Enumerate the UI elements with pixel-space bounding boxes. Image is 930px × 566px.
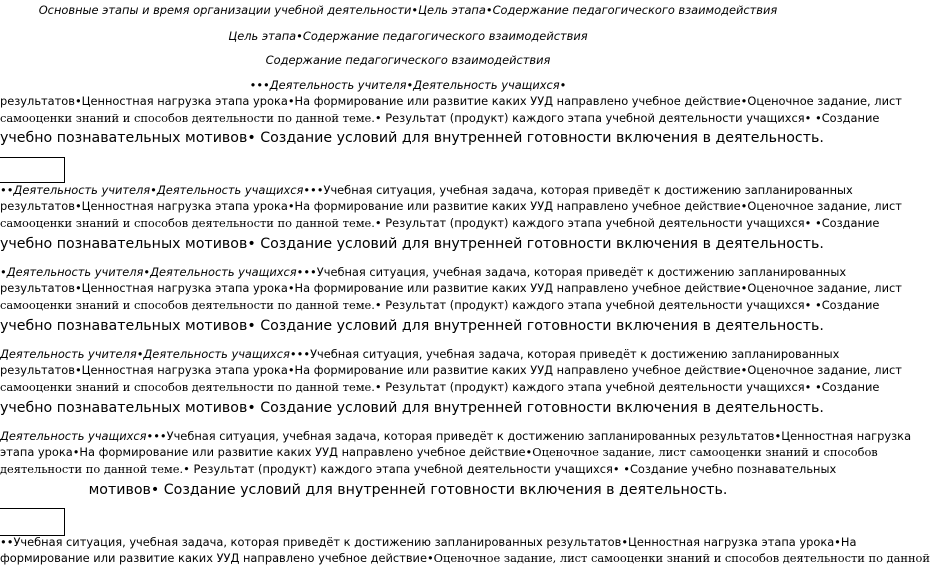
block-line [0,199,902,213]
block-head [0,183,853,197]
block-head-italic: Деятельность учителя•Деятельность учащихся••• [0,347,311,361]
block-text: результатов•Ценностная нагрузка этапа урока•На формирование или развитие каких УУД направлено учебное действие•Оценочное задание, лист [0,199,902,213]
block-line [0,94,902,108]
block-emphasis-line: мотивов• Создание условий для внутренней готовности включения в деятельность. [88,482,728,498]
block-line [0,111,880,125]
block-line [0,363,902,377]
block-text: Оценочное задание, лист самооценки знаний и способов деятельности по данной [433,551,930,565]
block-line [0,216,880,230]
block-head-italic: Деятельность учащихся••• [0,429,167,443]
block-head-text: Учебная ситуация, учебная задача, которая приведёт к достижению запланированных результатов•Ценностная нагрузка этапа урока•На [13,535,857,549]
block-emphasis-line: учебно познавательных мотивов• Создание условий для внутренней готовности включения в деятельность. [0,130,824,146]
block-head-italic: •• [0,535,14,549]
block-text: деятельности по данной теме.• [0,462,190,476]
block-text: Результат (продукт) каждого этапа учебной деятельности учащихся• •Создание учебно познавательных [189,462,837,476]
block-head-italic: ••Деятельность учителя•Деятельность учащихся••• [0,183,324,197]
block-line [0,298,880,312]
block-emphasis-line: учебно познавательных мотивов• Создание условий для внутренней готовности включения в деятельность. [0,318,824,334]
block-text: Результат (продукт) каждого этапа учебной деятельности учащихся• •Создание [381,111,880,125]
block-line [0,281,902,295]
title-line-2: Цель этапа•Содержание педагогического взаимодействия [228,29,588,43]
block-head [0,265,847,279]
block-text: результатов•Ценностная нагрузка этапа урока•На формирование или развитие каких УУД направлено учебное действие•Оценочное задание, лист [0,363,902,377]
block-line [0,551,930,565]
block-text: Результат (продукт) каждого этапа учебной деятельности учащихся• •Создание [381,380,880,394]
block-text: результатов•Ценностная нагрузка этапа урока•На формирование или развитие каких УУД направлено учебное действие•Оценочное задание, лист [0,94,902,108]
block-head-text: Учебная ситуация, учебная задача, которая приведёт к достижению запланированных [316,265,847,279]
empty-box [0,157,65,183]
title-line-4: •••Деятельность учителя•Деятельность учащихся• [249,78,567,92]
block-emphasis-line: учебно познавательных мотивов• Создание условий для внутренней готовности включения в деятельность. [0,400,824,416]
block-head-text: Учебная ситуация, учебная задача, которая приведёт к достижению запланированных [323,183,853,197]
block-head [0,347,840,361]
block-head-italic: •Деятельность учителя•Деятельность учащихся••• [0,265,317,279]
block-text: самооценки знаний и способов деятельности по данной теме.• [0,111,382,125]
title-line-1: Основные этапы и время организации учебной деятельности•Цель этапа•Содержание педагогического взаимодействия [38,3,778,17]
block-text: формирование или развитие каких УУД направлено учебное действие• [0,551,434,565]
block-text: Результат (продукт) каждого этапа учебной деятельности учащихся• •Создание [381,216,880,230]
block-text: самооценки знаний и способов деятельности по данной теме.• [0,298,382,312]
block-line [0,380,880,394]
block-text: Оценочное задание, лист самооценки знаний и способов [532,445,878,459]
block-head-text: Учебная ситуация, учебная задача, которая приведёт к достижению запланированных результатов•Ценностная нагрузка [166,429,912,443]
block-line [0,462,837,476]
block-head [0,429,912,443]
block-text: результатов•Ценностная нагрузка этапа урока•На формирование или развитие каких УУД направлено учебное действие•Оценочное задание, лист [0,281,902,295]
block-head-text: Учебная ситуация, учебная задача, которая приведёт к достижению запланированных [310,347,840,361]
block-text: этапа урока•На формирование или развитие каких УУД направлено учебное действие• [0,445,533,459]
block-emphasis-line: учебно познавательных мотивов• Создание условий для внутренней готовности включения в деятельность. [0,236,824,252]
block-head [0,535,857,549]
block-text: Результат (продукт) каждого этапа учебной деятельности учащихся• •Создание [381,298,880,312]
title-line-3: Содержание педагогического взаимодействия [265,53,551,67]
block-line [0,445,878,459]
block-text: самооценки знаний и способов деятельности по данной теме.• [0,380,382,394]
empty-box [0,508,65,536]
block-text: самооценки знаний и способов деятельности по данной теме.• [0,216,382,230]
